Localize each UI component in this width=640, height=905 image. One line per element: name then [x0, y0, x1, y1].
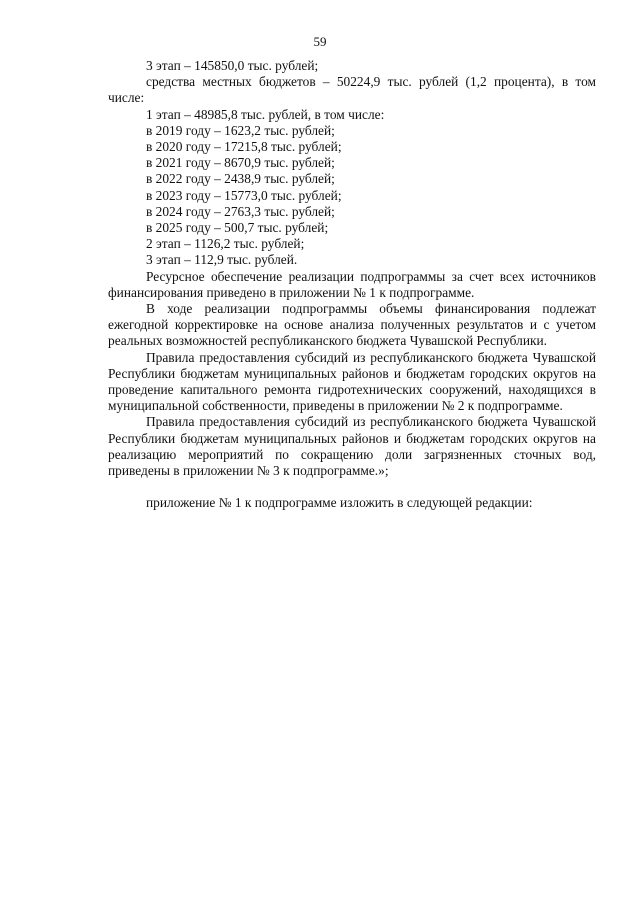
text-line: в 2024 году – 2763,3 тыс. рублей; [146, 203, 335, 219]
document-body [108, 58, 596, 511]
text-line: в 2020 году – 17215,8 тыс. рублей; [146, 139, 342, 155]
text-line: 3 этап – 112,9 тыс. рублей. [146, 252, 298, 268]
text-line: 1 этап – 48985,8 тыс. рублей, в том числе: [146, 106, 385, 122]
paragraph-subsidy-rules-wastewater: Правила предоставления субсидий из республиканского бюджета Чувашской Республики бюджетам муниципальных районов и бюджетам городских округов на реализацию мероприятий по сокращению доли загрязненных сточных вод, приведены в приложении № 3 к подпрограмме.»; [108, 414, 596, 479]
text-line: 2 этап – 1126,2 тыс. рублей; [146, 236, 305, 252]
text-line: в 2022 году – 2438,9 тыс. рублей; [146, 171, 335, 187]
paragraph-subsidy-rules-hydro: Правила предоставления субсидий из республиканского бюджета Чувашской Республики бюджетам муниципальных районов и бюджетам городских округов на проведение капитального ремонта гидротехнических сооружений, находящихся в муниципальной собственности, приведены в приложении № 2 к подпрограмме. [108, 349, 596, 414]
paragraph-annual-adjustment: В ходе реализации подпрограммы объемы финансирования подлежат ежегодной корректировке на основе анализа полученных результатов и с учетом реальных возможностей республиканского бюджета Чувашской Республики. [108, 301, 596, 349]
text-line: в 2021 году – 8670,9 тыс. рублей; [146, 155, 335, 171]
text-line: в 2023 году – 15773,0 тыс. рублей; [146, 187, 342, 203]
text-line: 3 этап – 145850,0 тыс. рублей; [146, 58, 319, 73]
paragraph-resource-provision: Ресурсное обеспечение реализации подпрограммы за счет всех источников финансирования приведено в приложении № 1 к подпрограмме. [108, 268, 596, 300]
text-line: в 2019 году – 1623,2 тыс. рублей; [146, 122, 335, 138]
blank-line [108, 479, 596, 495]
final-instruction-line: приложение № 1 к подпрограмме изложить в следующей редакции: [146, 495, 533, 511]
text-line: в 2025 году – 500,7 тыс. рублей; [146, 220, 329, 236]
page-number: 59 [313, 34, 327, 49]
paragraph-local-budgets: средства местных бюджетов – 50224,9 тыс. рублей (1,2 процента), в том числе: [108, 74, 596, 106]
